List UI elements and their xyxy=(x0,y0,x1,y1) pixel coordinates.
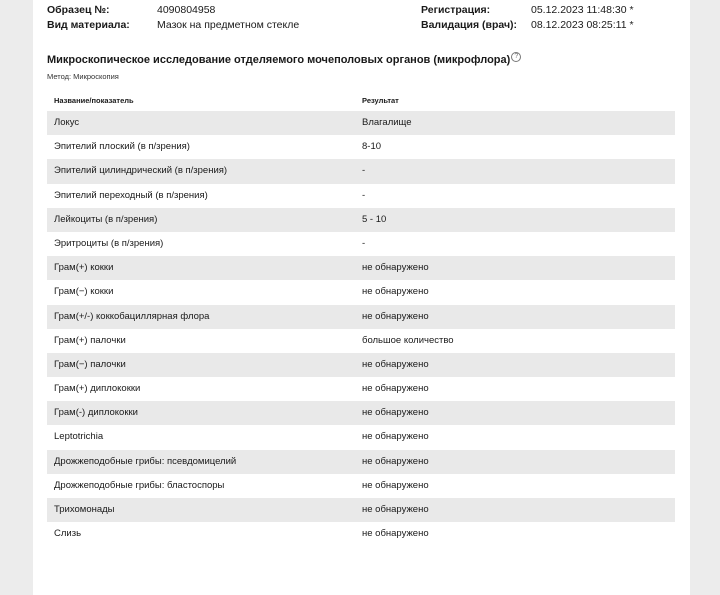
row-name: Эритроциты (в п/зрения) xyxy=(54,237,164,249)
row-result: Влагалище xyxy=(362,117,412,128)
table-row xyxy=(47,474,675,498)
table-row xyxy=(47,280,675,304)
row-result: не обнаружено xyxy=(362,431,429,443)
column-header-name: Название/показатель xyxy=(54,96,134,105)
help-icon[interactable]: ? xyxy=(511,52,521,62)
table-row xyxy=(47,377,675,401)
column-header-result: Результат xyxy=(362,96,399,105)
table-row xyxy=(47,159,675,183)
table-header xyxy=(47,96,675,108)
row-result: - xyxy=(362,237,366,249)
row-name: Leptotrichia xyxy=(54,431,104,443)
row-result: - xyxy=(362,189,366,201)
results-table xyxy=(47,111,675,546)
row-name: Локус xyxy=(54,117,80,128)
material-label: Вид материала: xyxy=(47,19,130,31)
row-result: не обнаружено xyxy=(362,528,429,540)
row-name: Трихомонады xyxy=(54,504,115,515)
row-name: Эпителий переходный (в п/зрения) xyxy=(54,189,208,201)
row-name: Грам(+) диплококки xyxy=(54,383,141,395)
row-name: Грам(-) диплококки xyxy=(54,407,138,419)
registration-label: Регистрация: xyxy=(421,4,491,16)
section-title-text: Микроскопическое исследование отделяемого мочеполовых органов (микрофлора) xyxy=(47,54,511,66)
material-value: Мазок на предметном стекле xyxy=(157,19,300,31)
report-page xyxy=(33,0,690,595)
table-row xyxy=(47,305,675,329)
table-row xyxy=(47,135,675,159)
table-row xyxy=(47,450,675,474)
table-row xyxy=(47,111,675,135)
row-result: не обнаружено xyxy=(362,358,429,370)
row-result: не обнаружено xyxy=(362,455,429,467)
row-result: не обнаружено xyxy=(362,383,429,395)
validation-label: Валидация (врач): xyxy=(421,19,518,31)
row-result: не обнаружено xyxy=(362,286,429,298)
row-result: не обнаружено xyxy=(362,407,429,419)
validation-value: 08.12.2023 08:25:11 * xyxy=(531,19,634,31)
table-row xyxy=(47,522,675,546)
row-result: не обнаружено xyxy=(362,479,429,491)
row-name: Слизь xyxy=(54,528,82,540)
row-result: 8-10 xyxy=(362,141,382,153)
row-result: не обнаружено xyxy=(362,504,429,515)
section-title xyxy=(47,52,521,66)
row-name: Грам(+) кокки xyxy=(54,262,114,274)
table-row xyxy=(47,401,675,425)
sample-label: Образец №: xyxy=(47,4,110,16)
table-row xyxy=(47,184,675,208)
row-name: Грам(−) палочки xyxy=(54,358,126,370)
method-text: Метод: Микроскопия xyxy=(47,72,119,81)
row-name: Лейкоциты (в п/зрения) xyxy=(54,213,158,225)
row-name: Грам(−) кокки xyxy=(54,286,114,298)
sample-value: 4090804958 xyxy=(157,4,216,16)
row-name: Дрожжеподобные грибы: бластоспоры xyxy=(54,479,225,491)
table-row xyxy=(47,256,675,280)
table-row xyxy=(47,353,675,377)
table-row xyxy=(47,425,675,449)
table-row xyxy=(47,232,675,256)
row-result: большое количество xyxy=(362,334,454,346)
row-name: Эпителий плоский (в п/зрения) xyxy=(54,141,190,153)
registration-value: 05.12.2023 11:48:30 * xyxy=(531,4,634,16)
row-name: Грам(+/-) коккобациллярная флора xyxy=(54,310,210,322)
row-result: 5 - 10 xyxy=(362,213,387,225)
row-name: Дрожжеподобные грибы: псевдомицелий xyxy=(54,455,237,467)
row-result: не обнаружено xyxy=(362,310,429,322)
row-name: Эпителий цилиндрический (в п/зрения) xyxy=(54,165,228,177)
table-row xyxy=(47,208,675,232)
row-result: - xyxy=(362,165,366,177)
row-result: не обнаружено xyxy=(362,262,429,274)
table-row xyxy=(47,498,675,522)
row-name: Грам(+) палочки xyxy=(54,334,126,346)
table-row xyxy=(47,329,675,353)
